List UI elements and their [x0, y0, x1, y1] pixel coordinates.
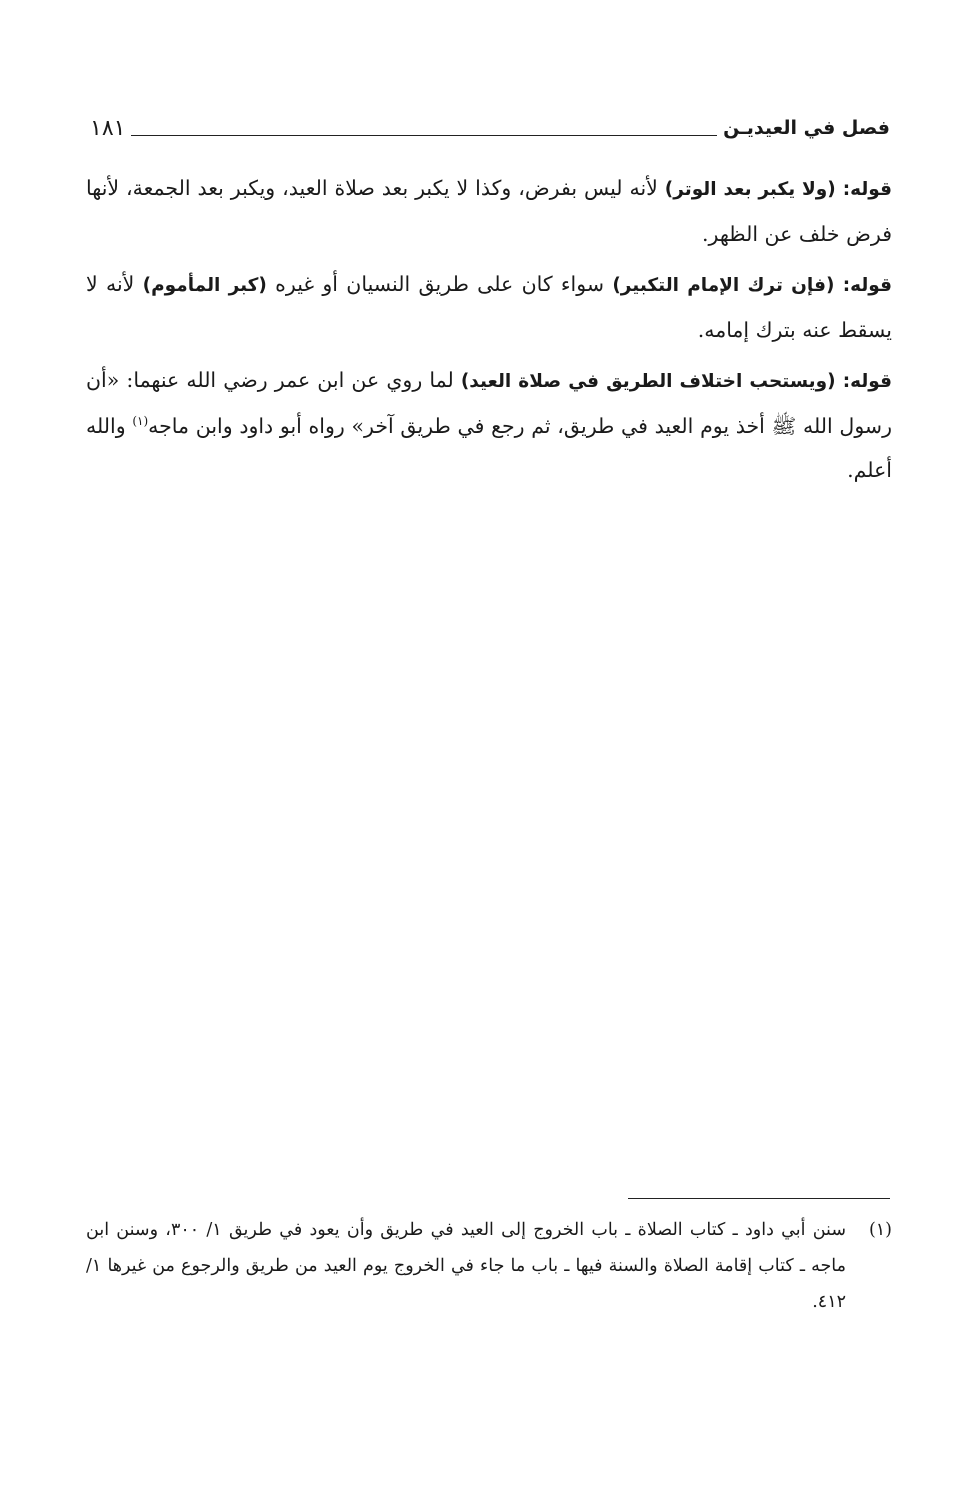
header-rule — [131, 135, 717, 136]
footnotes — [86, 1212, 892, 1320]
quoted-matn-2: (كبر المأموم) — [142, 275, 267, 296]
paragraph-text: لأنه ليس بفرض، وكذا لا يكبر بعد صلاة العيد، ويكبر بعد الجمعة، لأنها فرض خلف عن الظهر. — [86, 176, 892, 246]
paragraph-3 — [86, 358, 892, 492]
footnote-number: (١) — [868, 1220, 892, 1240]
paragraph-text-2: لأنه لا يسقط عنه بترك إمامه. — [86, 272, 892, 342]
chapter-title: فصل في العيديـن — [723, 117, 890, 139]
paragraph-lead: قوله: — [842, 275, 892, 296]
running-header — [90, 108, 890, 142]
paragraph-text: لما روي عن ابن عمر رضي الله عنهما: «أن رسول الله ﷺ أخذ يوم العيد في طريق، ثم رجع في طريق آخر» رواه أبو داود وابن ماجه — [86, 368, 892, 438]
quoted-matn: (ولا يكبر بعد الوتر) — [664, 179, 836, 200]
paragraph-1 — [86, 166, 892, 256]
main-text — [86, 166, 892, 498]
paragraph-2 — [86, 262, 892, 352]
paragraph-text-2: والله أعلم. — [86, 414, 892, 482]
footnote-item — [86, 1212, 892, 1320]
paragraph-lead: قوله: — [842, 179, 892, 200]
page-number: ١٨١ — [90, 116, 126, 141]
quoted-matn: (فإن ترك الإمام التكبير) — [612, 275, 835, 296]
quoted-matn: (ويستحب اختلاف الطريق في صلاة العيد) — [460, 371, 836, 392]
footnote-separator — [628, 1198, 890, 1199]
paragraph-text: سواء كان على طريق النسيان أو غيره — [266, 272, 613, 296]
footnote-text: سنن أبي داود ـ كتاب الصلاة ـ باب الخروج إلى العيد في طريق وأن يعود في طريق ١/ ٣٠٠، وسنن ابن ماجه ـ كتاب إقامة الصلاة والسنة فيها ـ باب ما جاء في الخروج يوم العيد من طريق والرجوع من غيرها ١/ ٤١٢. — [86, 1220, 846, 1312]
footnote-reference[interactable]: (١) — [132, 414, 149, 429]
paragraph-lead: قوله: — [842, 371, 892, 392]
